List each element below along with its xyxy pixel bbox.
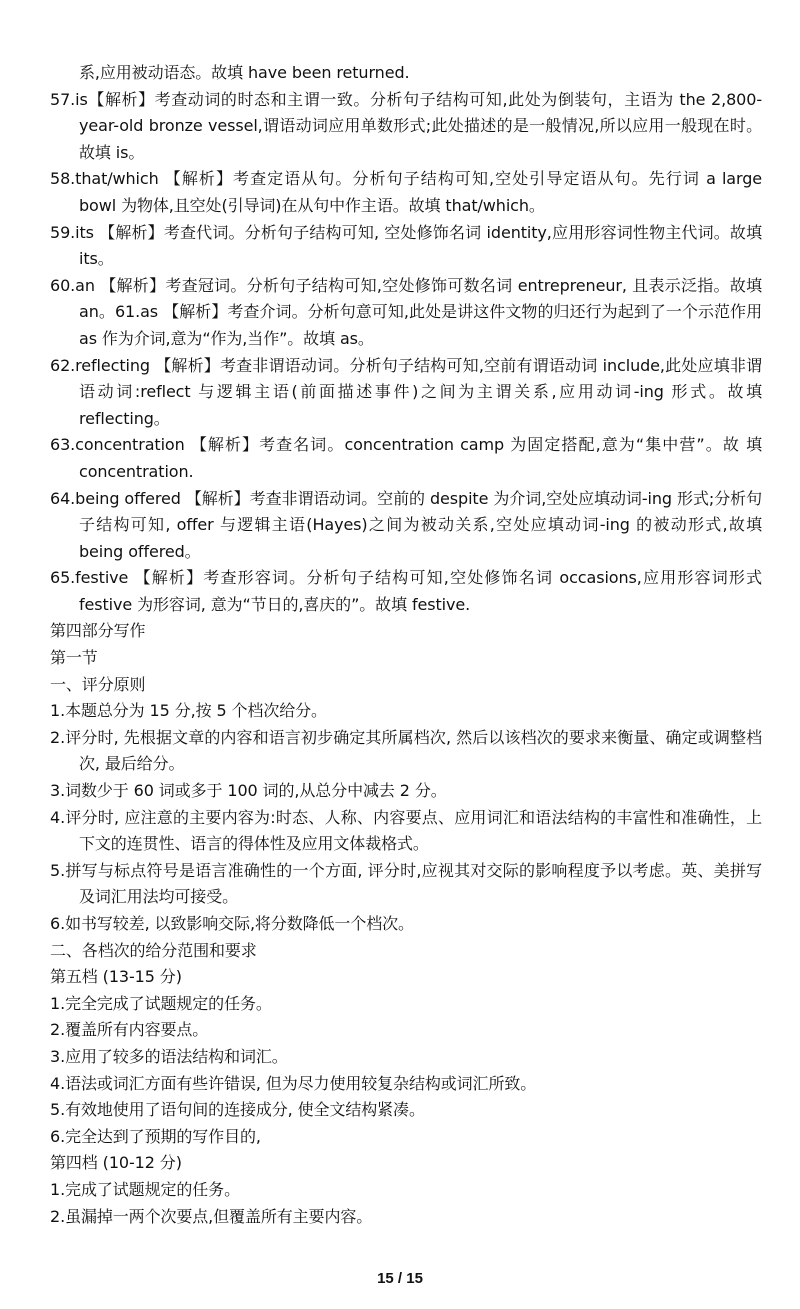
tier5-item: 5.有效地使用了语句间的连接成分, 使全文结构紧凑。 xyxy=(50,1100,425,1120)
page-number: 15 / 15 xyxy=(377,1270,423,1287)
answer-64: 64.being offered 【解析】考查非谓语动词。空前的 despite 为介词,空处应填动词-ing 形式;分析句子结构可知, offer 与逻辑主语(Hayes)之间为被动关系,空处应填动词-ing 的被动形式,故填 being offered。 xyxy=(50,488,762,561)
writing-part-title: 第四部分写作 xyxy=(50,621,146,641)
principle-item: 4.评分时, 应注意的主要内容为:时态、人称、内容要点、应用词汇和语法结构的丰富性和准确性，上下文的连贯性、语言的得体性及应用文体裁格式。 xyxy=(50,807,762,854)
principle-item: 2.评分时, 先根据文章的内容和语言初步确定其所属档次, 然后以该档次的要求来衡量、确定或调整档次, 最后给分。 xyxy=(50,727,762,774)
answer-62: 62.reflecting 【解析】考查非谓语动词。分析句子结构可知,空前有谓语动词 include,此处应填非谓语动词:reflect 与逻辑主语(前面描述事件)之间为主谓关系,应用动词-ing 形式。故填 reflecting。 xyxy=(50,355,762,428)
answer-58: 58.that/which 【解析】考查定语从句。分析句子结构可知,空处引导定语从句。先行词 a large bowl 为物体,且空处(引导词)在从句中作主语。故填 that/which。 xyxy=(50,169,762,215)
principle-item: 3.词数少于 60 词或多于 100 词的,从总分中减去 2 分。 xyxy=(50,781,447,801)
scoring-principles-heading: 一、评分原则 xyxy=(50,674,146,694)
tier5-item: 1.完全完成了试题规定的任务。 xyxy=(50,993,272,1013)
answer-63: 63.concentration 【解析】考查名词。concentration camp 为固定搭配,意为“集中营”。故 填 concentration. xyxy=(50,435,762,481)
tier5-item: 3.应用了较多的语法结构和词汇。 xyxy=(50,1046,288,1066)
tier5-item: 6.完全达到了预期的写作目的, xyxy=(50,1126,261,1146)
grade-ranges-heading: 二、各档次的给分范围和要求 xyxy=(50,940,257,960)
answer-57: 57.is【解析】考查动词的时态和主谓一致。分析句子结构可知,此处为倒装句，主语为 the 2,800-year-old bronze vessel,谓语动词应用单数形式;此处描述的是一般情况,所以应用一般现在时。故填 is。 xyxy=(50,89,762,162)
principle-item: 1.本题总分为 15 分,按 5 个档次给分。 xyxy=(50,701,327,721)
answer-59: 59.its 【解析】考查代词。分析句子结构可知, 空处修饰名词 identity,应用形容词性物主代词。故填 its。 xyxy=(50,222,762,269)
tier5-item: 2.覆盖所有内容要点。 xyxy=(50,1020,209,1040)
answer-continuation: 系,应用被动语态。故填 have been returned. xyxy=(79,63,410,82)
principle-item: 5.拼写与标点符号是语言准确性的一个方面, 评分时,应视其对交际的影响程度予以考虑。英、美拼写及词汇用法均可接受。 xyxy=(50,860,762,907)
principle-item: 6.如书写较差, 以致影响交际,将分数降低一个档次。 xyxy=(50,914,414,933)
tier4-item: 2.虽漏掉一两个次要点,但覆盖所有主要内容。 xyxy=(50,1206,373,1226)
tier4-item: 1.完成了试题规定的任务。 xyxy=(50,1179,240,1199)
tier5-item: 4.语法或词汇方面有些许错误, 但为尽力使用较复杂结构或词汇所致。 xyxy=(50,1073,537,1093)
answer-65: 65.festive 【解析】考查形容词。分析句子结构可知,空处修饰名词 occasions,应用形容词形式 festive 为形容词, 意为“节日的,喜庆的”。故填 festive. xyxy=(50,568,762,614)
tier5-title: 第五档 (13-15 分) xyxy=(50,967,182,987)
tier4-title: 第四档 (10-12 分) xyxy=(50,1153,182,1173)
answer-60-61: 60.an 【解析】考查冠词。分析句子结构可知,空处修饰可数名词 entrepreneur, 且表示泛指。故填 an。61.as 【解析】考查介词。分析句意可知,此处是讲这件文物的归还行为起到了一个示范作用 as 作为介词,意为“作为,当作”。故填 as。 xyxy=(50,275,762,348)
answer-key-body xyxy=(50,60,762,1230)
writing-section-title: 第一节 xyxy=(50,648,98,668)
